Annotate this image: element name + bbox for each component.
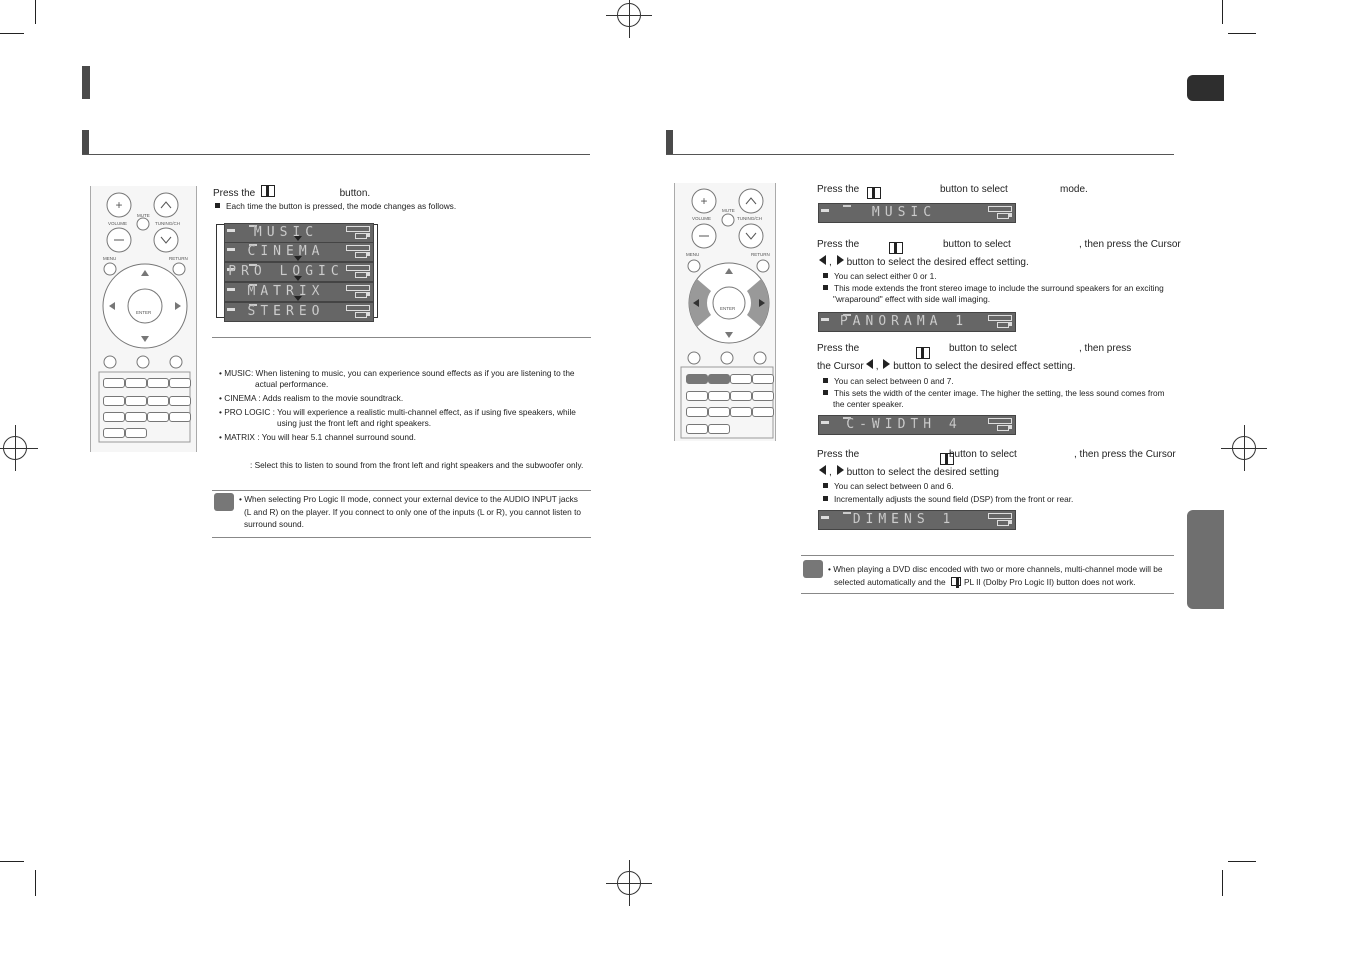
desc-stereo: : Select this to listen to sound from the front left and right speakers and the subwoofer only. [250,460,584,470]
step2-suffix: , then press the Cursor [1079,239,1181,250]
step3-bullet-2-cont: the center speaker. [833,399,904,409]
test-tone-button[interactable] [752,374,774,384]
desc-pro-logic-cont: using just the front left and right speakers. [277,418,432,428]
sound-mode-icon [889,242,903,254]
bullet-square [823,496,828,501]
dimmer-button[interactable] [125,428,147,438]
slow-button[interactable] [125,396,147,406]
mode-button[interactable] [103,378,125,388]
step2-bullet-1 [823,271,937,282]
bullet-square [215,203,220,208]
zoom-button[interactable] [103,412,125,422]
desc-pro-logic: • PRO LOGIC : You will experience a realistic multi-channel effect, as if using five speakers, while [219,407,576,417]
lcd-display-matrix: MATRIX [224,282,374,302]
desc-matrix: • MATRIX : You will hear 5.1 channel surround sound. [219,432,416,442]
remote-button[interactable] [125,412,147,422]
menu-label: MENU [686,252,700,257]
effect-icon [867,187,881,199]
dolby-icon [951,577,961,586]
step1-middle: button to select [940,184,1008,195]
step3-prefix: Press the [817,343,860,354]
right-note-line-2 [834,577,1136,588]
cursor-left-icon [819,255,826,265]
bullet-square [823,483,828,488]
mode-cycle-bracket-left [216,224,223,318]
note-line-1: • When selecting Pro Logic II mode, connect your external device to the AUDIO INPUT jacks [239,494,578,504]
bullet-square [823,390,828,395]
remote-button[interactable] [708,407,730,417]
step4-bullet-2-text: Incrementally adjusts the sound field (DSP) from the front or rear. [834,494,1074,504]
enter-label: ENTER [136,310,152,315]
section-title-bar-right [666,130,673,154]
svg-text:+: + [115,198,123,212]
arrow-down [294,236,302,241]
crop-mark [1228,861,1256,862]
sleep-button[interactable] [103,428,125,438]
step4-prefix: Press the [817,449,860,460]
mode-button[interactable] [686,374,708,384]
right-note-text-d: (Dolby Pro Logic II) button does not work. [983,577,1136,587]
right-note-line-1: • When playing a DVD disc encoded with two or more channels, multi-channel mode will be [828,564,1163,574]
language-tab [1187,75,1224,101]
step3-cursor-line [817,359,1075,374]
each-time-text: Each time the button is pressed, the mode changes as follows. [226,201,457,211]
enter-label: ENTER [720,306,736,311]
note-pencil-icon [803,560,823,578]
cursor-right-icon [883,359,890,369]
registration-mark [617,871,641,895]
sound-edit-button[interactable] [169,396,191,406]
crop-mark [35,870,36,896]
note-bottom-rule [212,537,591,538]
sleep-button[interactable] [686,424,708,434]
cursor-right-icon [837,465,844,475]
crop-mark [0,33,24,34]
menu-label: MENU [103,256,117,261]
effect-button[interactable] [708,374,730,384]
note-line-2: (L and R) on the player. If you connect to only one of the inputs (L or R), you cannot listen to [244,507,581,517]
step3-action: button to select the desired effect setting. [893,361,1076,372]
svg-text:+: + [700,194,708,208]
cursor-left-icon [819,465,826,475]
step2-action: button to select the desired effect setting. [846,257,1029,268]
remote-illustration-left [90,186,197,452]
cursor-left-icon [866,359,873,369]
step2-bullet-2-cont: "wraparound" effect with side wall imaging. [833,294,991,304]
logo-button[interactable] [147,396,169,406]
mute-label: MUTE [137,213,150,218]
step4-bullet-1-text: You can select between 0 and 6. [834,481,954,491]
crop-mark [1228,33,1256,34]
dsp-eq-button[interactable] [147,378,169,388]
dimmer-button[interactable] [708,424,730,434]
remote-button[interactable] [752,407,774,417]
step2-bullet-2-text: This mode extends the front stereo image to include the surround speakers for an exciting [834,283,1164,293]
lcd-display-music: MUSIC [224,223,374,243]
remote-button[interactable] [147,412,169,422]
zoom-button[interactable] [686,407,708,417]
press-prefix: Press the [213,188,256,199]
crop-mark [35,0,36,24]
sound-edit-button[interactable] [752,391,774,401]
step3-bullet-2 [823,388,1165,399]
step3-comma: , [875,361,882,372]
effect-icon [916,347,930,359]
step1-prefix: Press the [817,184,860,195]
mute-label: MUTE [722,208,735,213]
desc-music-cont: actual performance. [255,379,329,389]
step4-bullet-2 [823,494,1073,505]
each-time-note [215,201,456,212]
registration-mark [1232,436,1256,460]
note-line-3: surround sound. [244,519,304,529]
section-title-bar-left [82,130,89,154]
step2-bullet-1-text: You can select either 0 or 1. [834,271,937,281]
cursor-right-icon [837,255,844,265]
section-rule-left [82,154,590,155]
pl2-label: PL II [963,577,981,587]
logo-button[interactable] [730,391,752,401]
crop-mark [1222,870,1223,896]
divider [212,337,591,338]
remote-button[interactable] [169,412,191,422]
lcd-display-cinema: CINEMA [224,242,374,262]
tuning-label: TUNING/CH [737,216,762,221]
step3-bullet-2-text: This sets the width of the center image. The higher the setting, the less sound comes from [834,388,1165,398]
step4-middle: button to select [949,449,1017,460]
step3-cursor-text: the Cursor [817,361,864,372]
step2-bullet-2 [823,283,1164,294]
remote-button[interactable] [730,407,752,417]
step4-cursor-line [817,465,999,480]
step4-bullet-1 [823,481,954,492]
step4-comma: , [829,467,835,478]
crop-mark [1222,0,1223,24]
desc-music: • MUSIC: When listening to music, you can experience sound effects as if you are listening to the [219,368,575,378]
return-label: RETURN [169,256,188,261]
lcd-display-dimens: DIMENS 1 [818,510,1016,530]
lcd-display-pro-logic: PRO LOGIC [224,262,374,282]
registration-mark [617,3,641,27]
slow-button[interactable] [708,391,730,401]
note-top-rule [801,555,1174,556]
dsp-eq-button[interactable] [730,374,752,384]
bullet-square [823,273,828,278]
desc-cinema: • CINEMA : Adds realism to the movie soundtrack. [219,393,404,403]
arrow-down [294,276,302,281]
step2-comma: , [829,257,835,268]
note-top-rule [212,490,591,491]
press-suffix: button. [339,188,371,199]
remote-button[interactable] [103,396,125,406]
press-instruction [213,185,370,201]
page-title-bar [82,66,90,99]
step1-suffix: mode. [1060,184,1088,195]
remote-drawing [675,183,775,441]
remote-button[interactable] [686,391,708,401]
step3-bullet-1-text: You can select between 0 and 7. [834,376,954,386]
note-pencil-icon [214,493,234,511]
step2-cursor-line [817,255,1029,270]
step3-middle: button to select [949,343,1017,354]
lcd-display-music: MUSIC [818,203,1016,223]
step4-suffix: , then press the Cursor [1074,449,1176,460]
registration-mark [3,436,27,460]
effect-button[interactable] [125,378,147,388]
arrow-down [294,296,302,301]
bullet-square [823,285,828,290]
step3-suffix: , then press [1079,343,1132,354]
chapter-tab [1187,510,1224,609]
arrow-down [294,256,302,261]
step2-prefix: Press the [817,239,860,250]
section-rule-right [666,154,1174,155]
tuning-label: TUNING/CH [155,221,180,226]
step3-bullet-1 [823,376,954,387]
bullet-square [823,378,828,383]
volume-label: VOLUME [692,216,712,221]
remote-illustration-right [674,183,776,441]
volume-label: VOLUME [108,221,128,226]
crop-mark [0,861,24,862]
lcd-display-panorama: PANORAMA 1 [818,312,1016,332]
return-label: RETURN [751,252,770,257]
lcd-display-c-width: C-WIDTH 4 [818,415,1016,435]
right-note-text-b: selected automatically and the [834,577,946,587]
note-bottom-rule [801,593,1174,594]
sound-mode-icon [261,185,275,197]
test-tone-button[interactable] [169,378,191,388]
step4-action: button to select the desired setting [846,467,999,478]
step2-middle: button to select [943,239,1011,250]
lcd-display-stereo: STEREO [224,302,374,322]
